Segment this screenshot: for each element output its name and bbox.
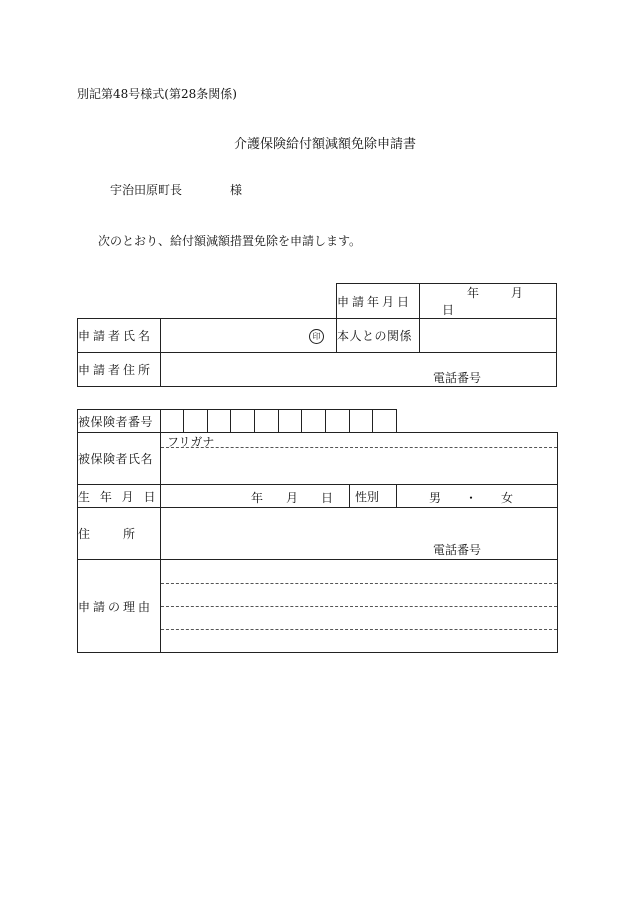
date-year-unit: 年 (467, 286, 480, 300)
birthdate-field[interactable] (161, 485, 350, 508)
applicant-address-field[interactable] (161, 353, 557, 387)
application-date-label: 申請年月日 (337, 284, 420, 319)
application-date-field[interactable] (420, 284, 557, 319)
document-title: 介護保険給付額減額免除申請書 (234, 137, 417, 152)
insured-number-box-8[interactable] (326, 410, 350, 433)
insured-address-label: 住 所 (78, 508, 161, 560)
reason-line-2 (161, 606, 557, 607)
birth-year-unit: 年 (251, 491, 264, 505)
applicant-name-label: 申請者氏名 (78, 319, 161, 353)
relationship-label: 本人との関係 (337, 319, 420, 353)
gender-field[interactable] (397, 485, 558, 508)
applicant-name-field[interactable] (161, 319, 337, 353)
seal-mark: 印 (309, 329, 324, 344)
insured-number-box-10[interactable] (373, 410, 397, 433)
intro-text: 次のとおり、給付額減額措置免除を申請します。 (98, 234, 362, 248)
relationship-field[interactable] (420, 319, 557, 353)
reason-line-3 (161, 629, 557, 630)
insured-number-box-5[interactable] (255, 410, 279, 433)
applicant-blank-area-2 (161, 284, 337, 319)
furigana-label: フリガナ (167, 435, 215, 449)
insured-address-field[interactable] (161, 508, 558, 560)
addressee-honorific: 様 (230, 183, 243, 197)
birth-day-unit: 日 (321, 491, 334, 505)
reason-label: 申請の理由 (78, 560, 161, 653)
addressee-name: 宇治田原町長 (110, 183, 183, 197)
applicant-address-label: 申請者住所 (78, 353, 161, 387)
applicant-table (77, 283, 557, 387)
applicant-blank-area-1 (78, 284, 161, 319)
insured-table (77, 409, 558, 653)
form-reference: 別記第48号様式(第28条関係) (77, 87, 237, 101)
insured-number-box-6[interactable] (279, 410, 302, 433)
applicant-phone-label: 電話番号 (433, 371, 482, 385)
date-day-unit: 日 (442, 303, 455, 317)
insured-number-box-4[interactable] (231, 410, 255, 433)
insured-number-box-7[interactable] (302, 410, 326, 433)
insured-number-box-2[interactable] (184, 410, 208, 433)
gender-label: 性別 (350, 485, 397, 508)
insured-number-box-1[interactable] (161, 410, 184, 433)
insured-name-field[interactable] (161, 433, 558, 485)
gender-male[interactable]: 男 (429, 491, 442, 505)
reason-field[interactable] (161, 560, 558, 653)
birthdate-label: 生 年 月 日 (78, 485, 161, 508)
insured-number-label: 被保険者番号 (78, 410, 161, 433)
birth-month-unit: 月 (286, 491, 299, 505)
gender-female[interactable]: 女 (501, 491, 514, 505)
insured-number-box-9[interactable] (350, 410, 373, 433)
date-month-unit: 月 (510, 286, 523, 300)
reason-line-1 (161, 583, 557, 584)
gender-separator: ・ (465, 491, 478, 505)
insured-number-box-3[interactable] (208, 410, 231, 433)
furigana-divider (161, 447, 557, 448)
insured-number-blank (397, 410, 558, 433)
insured-name-label: 被保険者氏名 (78, 433, 161, 485)
insured-phone-label: 電話番号 (433, 543, 482, 557)
